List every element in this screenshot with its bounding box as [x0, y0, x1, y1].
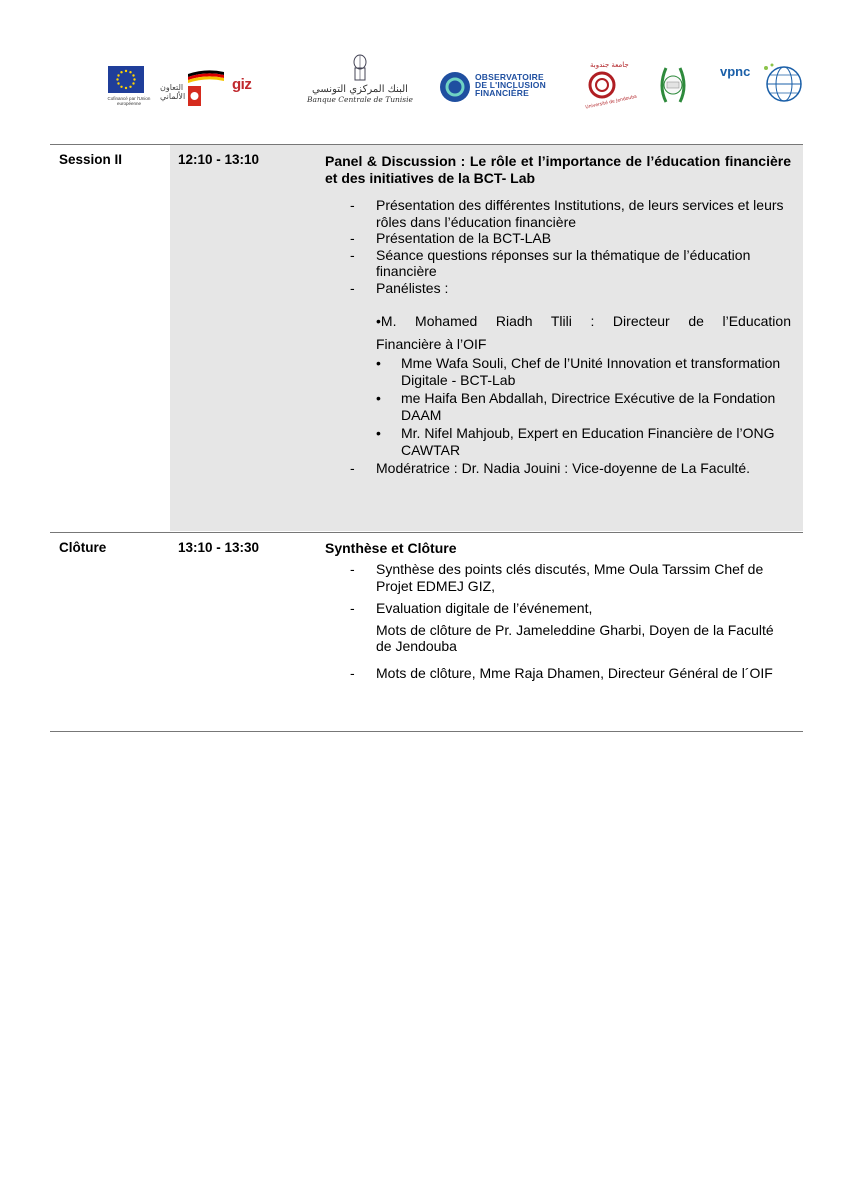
- closing-items: [325, 665, 791, 682]
- panelist-name: M. Mohamed Riadh Tlili : Directeur de l’Education: [380, 313, 791, 329]
- session-time: 13:10 - 13:30: [178, 540, 260, 555]
- bct-french-name: Banque Centrale de Tunisie: [307, 95, 413, 104]
- list-item: • Mr. Nifel Mahjoub, Expert en Education Financière de l’ONG CAWTAR: [325, 425, 791, 458]
- session-title: Panel & Discussion : Le rôle et l’importance de l’éducation financière et des initiatives de la BCT- Lab: [325, 153, 791, 186]
- list-item: • Mme Wafa Souli, Chef de l’Unité Innovation et transformation Digitale - BCT-Lab: [325, 355, 791, 388]
- list-item: - Séance questions réponses sur la thématique de l’éducation financière: [325, 247, 791, 280]
- eu-flag-icon: [108, 66, 144, 93]
- giz-logo: giz: [232, 76, 252, 93]
- table-bottom-rule: [50, 731, 803, 732]
- oif-logo-icon: [440, 72, 470, 102]
- list-item: • me Haifa Ben Abdallah, Directrice Exécutive de la Fondation DAAM: [325, 390, 791, 423]
- list-item: - Synthèse des points clés discutés, Mme Oula Tarssim Chef de Projet EDMEJ GIZ,: [325, 561, 791, 594]
- logo-strip: [100, 52, 810, 116]
- panelist-first-line: •M. Mohamed Riadh Tlili : Directeur de l’Education: [376, 313, 791, 329]
- panelist-list: [325, 355, 791, 458]
- oif-logo-text: OBSERVATOIRE DE L'INCLUSION FINANCIÈRE: [475, 72, 546, 98]
- session-items: [325, 197, 791, 296]
- panelist-first-line-2: Financière à l’OIF: [376, 336, 487, 352]
- closing-continuation: Mots de clôture de Pr. Jameleddine Gharbi, Doyen de la Faculté de Jendouba: [376, 621, 774, 654]
- session-items: [325, 561, 791, 617]
- vpnc-logo-text: vpnc: [720, 64, 751, 79]
- panelist-first: [325, 313, 791, 353]
- list-item: - Modératrice : Dr. Nadia Jouini : Vice-doyenne de La Faculté.: [325, 460, 791, 477]
- german-cooperation-logo: [158, 66, 228, 117]
- universite-jendouba-logo: [584, 58, 638, 111]
- svg-text:جامعة جندوبة: جامعة جندوبة: [590, 61, 629, 69]
- bct-logo: [296, 54, 424, 114]
- session-content: [325, 153, 791, 477]
- session-title: Synthèse et Clôture: [325, 540, 457, 556]
- list-item: - Evaluation digitale de l’événement,: [325, 600, 791, 617]
- list-item: - Mots de clôture, Mme Raja Dhamen, Directeur Général de l´OIF: [325, 665, 791, 682]
- moderator-list: [325, 460, 791, 477]
- list-item: - Présentation de la BCT-LAB: [325, 230, 791, 247]
- table-row-session-ii: [50, 144, 803, 532]
- list-item: - Présentation des différentes Institutions, de leurs services et leurs rôles dans l’éducation financière: [325, 197, 791, 230]
- bct-arabic-name: البنك المركزي التونسي: [312, 84, 408, 95]
- session-content: [325, 540, 791, 681]
- session-label: Clôture: [59, 540, 107, 555]
- session-time: 12:10 - 13:10: [178, 152, 260, 167]
- svg-text:التعاون: التعاون: [160, 83, 184, 92]
- list-item: - Panélistes :: [325, 280, 791, 297]
- svg-text:Université de Jendouba: Université de Jendouba: [585, 94, 638, 111]
- fsjegj-laurel-logo: [656, 62, 690, 108]
- eu-caption: Cofinancé par l'Union européenne: [107, 96, 151, 106]
- svg-text:الألماني: الألماني: [160, 92, 186, 101]
- session-label: Session II: [59, 152, 123, 167]
- table-row-cloture: [50, 533, 803, 731]
- vpnc-logo: [720, 62, 806, 106]
